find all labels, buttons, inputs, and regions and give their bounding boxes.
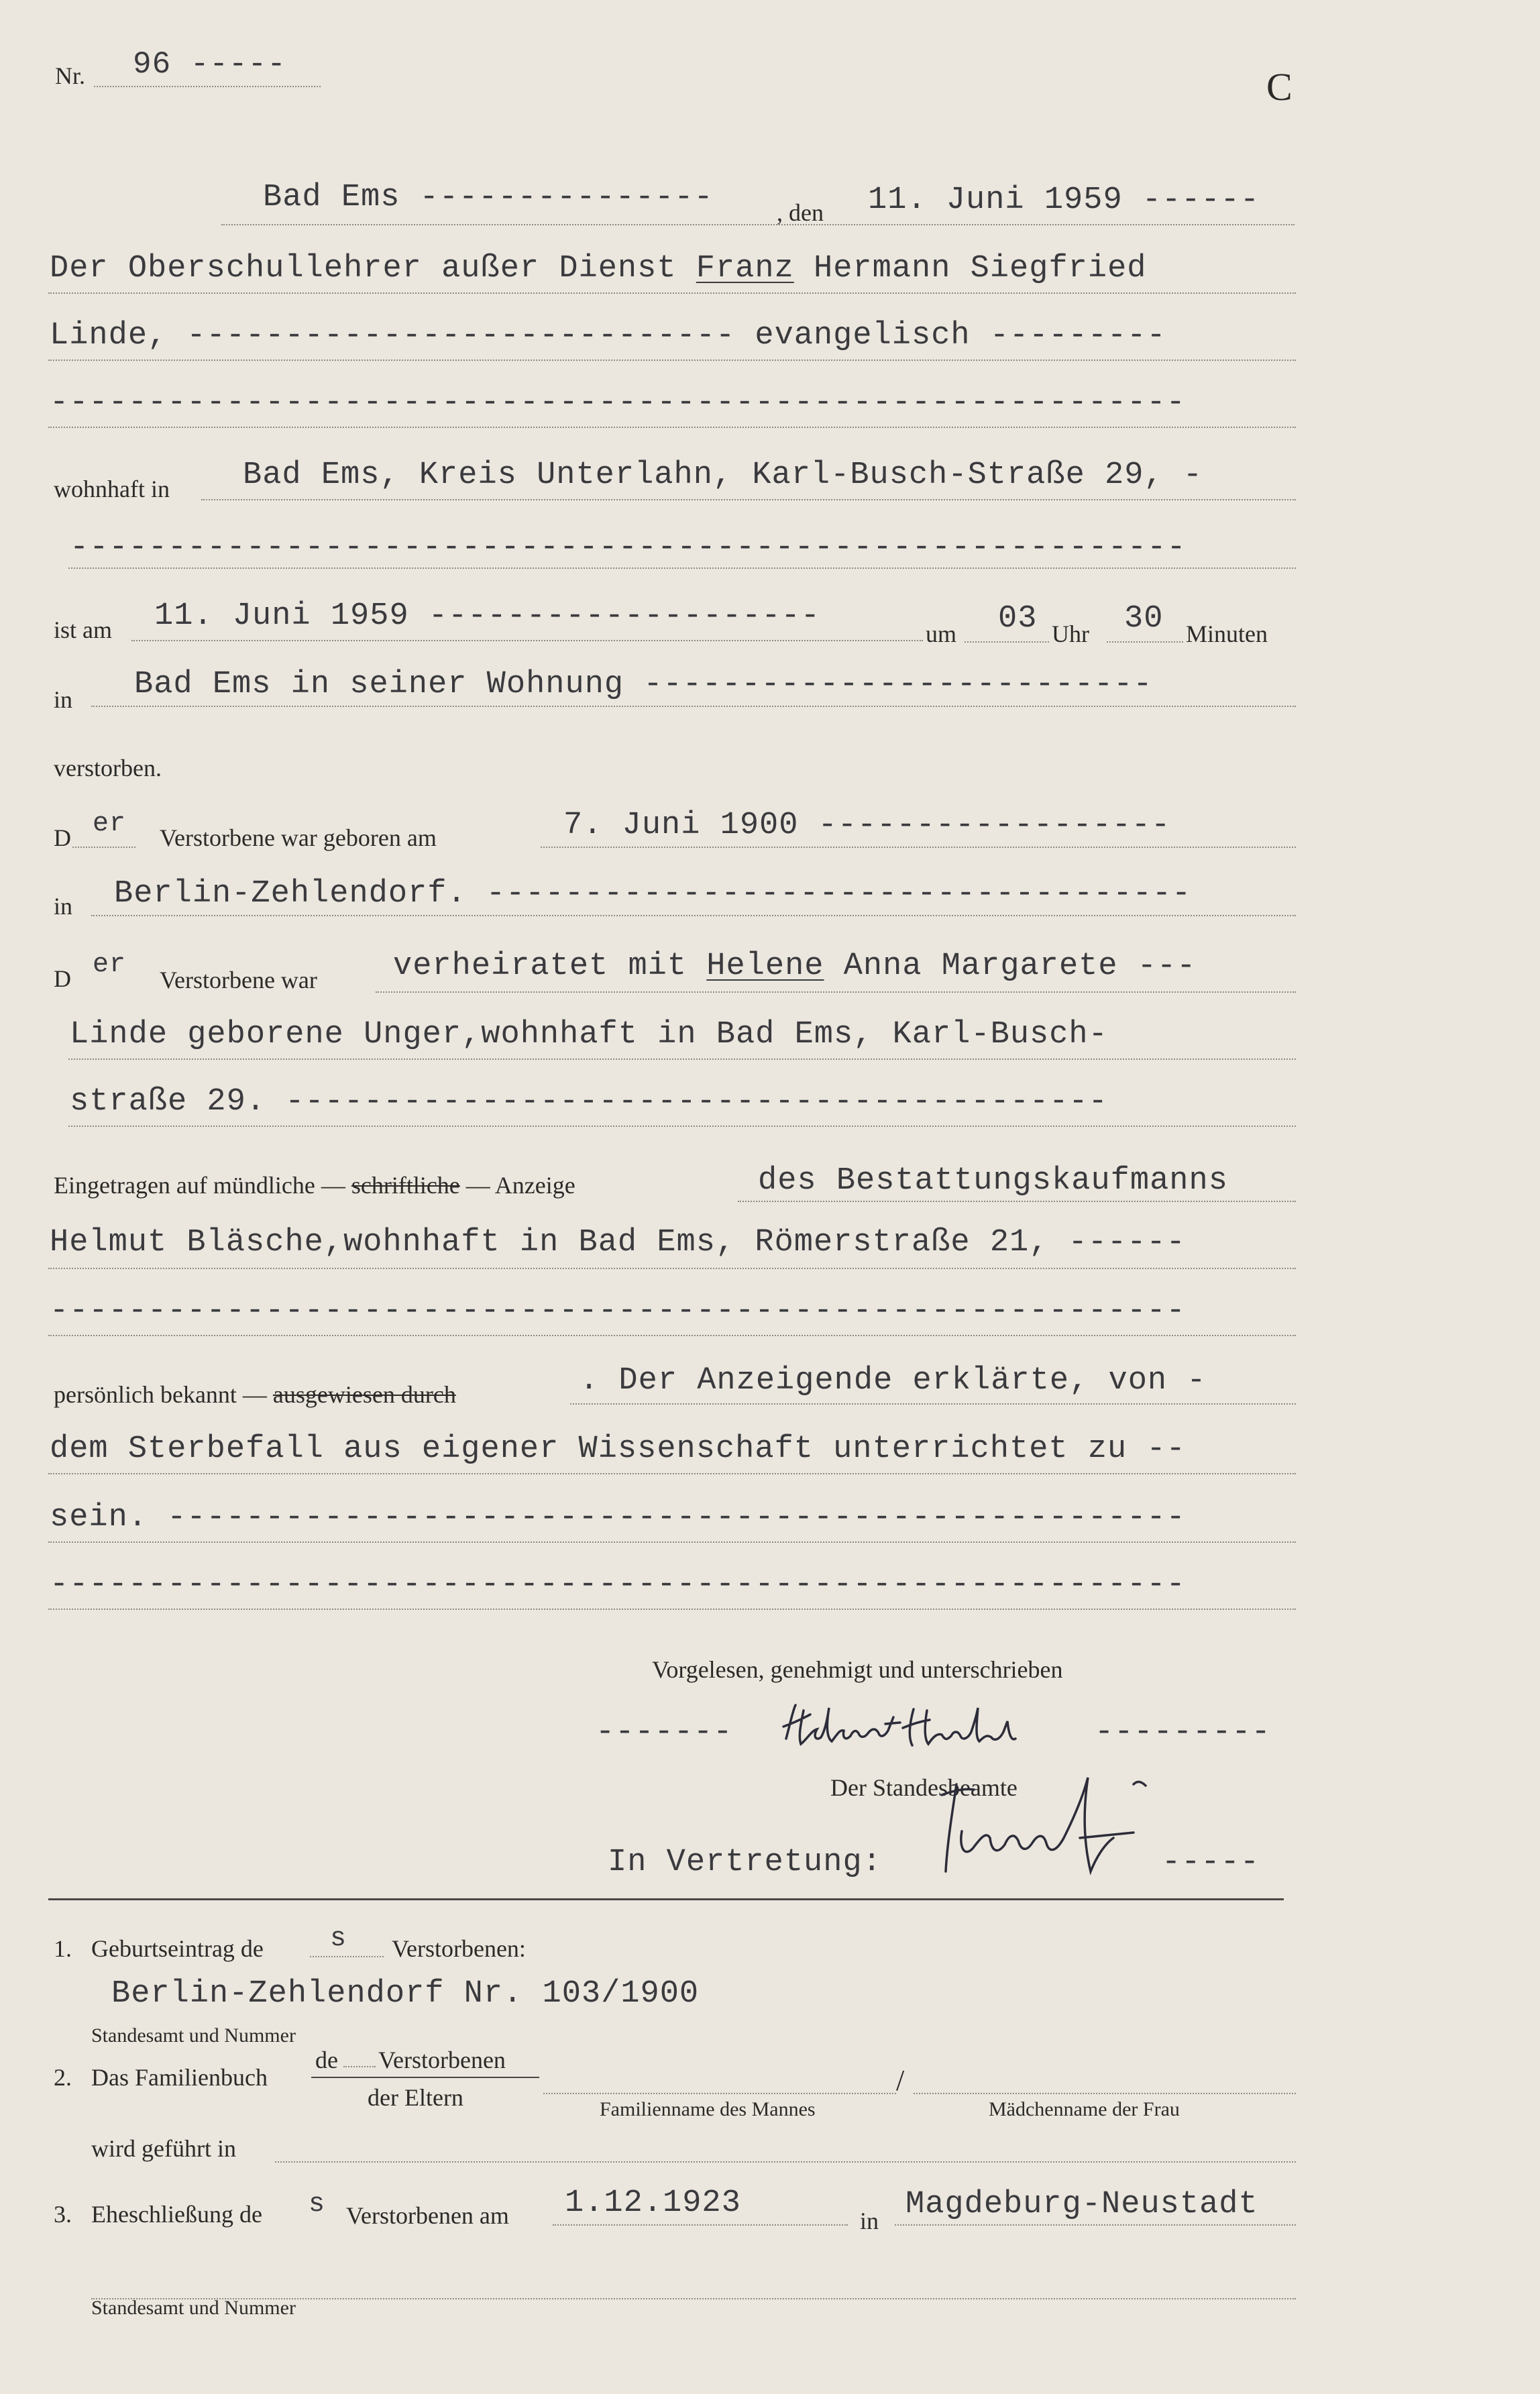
wife-label: Mädchenname der Frau <box>989 2098 1180 2120</box>
hour-dots <box>965 641 1049 643</box>
deceased-line-3-dots <box>48 427 1296 428</box>
marriage-date-dots <box>553 2224 848 2226</box>
d-label-married: D <box>54 965 71 992</box>
verstorbenen-option: Verstorbenen <box>378 2047 506 2073</box>
den-label: , den <box>777 199 824 226</box>
married-er-suffix: er <box>93 950 127 980</box>
marriage-label-b: Verstorbenen am <box>346 2202 509 2229</box>
birth-entry-label-b: Verstorbenen: <box>392 1935 526 1962</box>
identification-dots <box>570 1403 1296 1405</box>
residence-line-2: --------------------------------------------------------- <box>70 530 1187 565</box>
marriage-place-dots <box>895 2224 1296 2226</box>
birth-entry-suffix-dots <box>310 1956 384 1957</box>
marriage-suffix: s <box>309 2189 326 2220</box>
read-approved-label: Vorgelesen, genehmigt und unterschrieben <box>652 1656 1063 1683</box>
registration-line-3-dots <box>48 1335 1296 1336</box>
married-line-2-dots <box>68 1058 1296 1060</box>
birth-place-dots <box>91 915 1296 916</box>
married-line-1-dots <box>376 991 1296 993</box>
family-book-label: Das Familienbuch <box>91 2064 268 2091</box>
kept-in-dots <box>275 2161 1296 2163</box>
death-place-dots <box>91 706 1296 707</box>
eltern-option: der Eltern <box>368 2084 463 2111</box>
registration-dots <box>738 1201 1296 1202</box>
fraction-bar <box>311 2077 539 2078</box>
residence-value: Bad Ems, Kreis Unterlahn, Karl-Busch-Straße 29, - <box>243 457 1203 493</box>
marriage-place: Magdeburg-Neustadt <box>905 2187 1258 2222</box>
deceased-line-1: Der Oberschullehrer außer Dienst Franz Hermann Siegfried <box>50 251 1147 286</box>
birth-entry-label: Geburtseintrag de <box>91 1935 264 1962</box>
deceased-line-2: Linde, ---------------------------- evangelisch --------- <box>50 318 1166 353</box>
de-dots <box>343 2066 376 2067</box>
nr-label: Nr. <box>55 62 85 89</box>
residence-line-2-dots <box>68 567 1296 569</box>
in-label: in <box>54 686 73 713</box>
minute-dots <box>1107 641 1183 643</box>
birth-entry-suffix: s <box>330 1924 347 1954</box>
married-line-1: verheiratet mit Helene Anna Margarete --- <box>393 948 1197 984</box>
nr-dotted-line <box>94 86 321 87</box>
footnote-3-number: 3. <box>54 2201 72 2228</box>
deputy-text: In Vertretung: <box>608 1845 882 1880</box>
death-minutes: 30 <box>1124 601 1164 637</box>
married-line-3: straße 29. ------------------------------------------ <box>70 1084 1108 1120</box>
registration-label: Eingetragen auf mündliche — schriftliche — Anzeige <box>54 1172 575 1199</box>
wife-name-dots <box>914 2093 1296 2094</box>
identification-line-3: sein. ---------------------------------------------------- <box>50 1500 1186 1535</box>
uhr-label: Uhr <box>1052 620 1089 647</box>
birth-place: Berlin-Zehlendorf. ------------------------------------ <box>114 876 1192 912</box>
birth-er-dots <box>72 847 135 848</box>
footnote-1-number: 1. <box>54 1935 72 1962</box>
marriage-label: Eheschließung de <box>91 2201 262 2228</box>
wohnhaft-label: wohnhaft in <box>54 476 170 502</box>
registration-line-2-dots <box>48 1268 1296 1269</box>
birth-date: 7. Juni 1900 ------------------ <box>563 808 1171 843</box>
death-place: Bad Ems in seiner Wohnung -------------------------- <box>134 667 1153 702</box>
birth-text-label: Verstorbene war geboren am <box>160 824 437 851</box>
verstorben-label: verstorben. <box>54 755 162 781</box>
um-label: um <box>926 620 957 647</box>
death-date-dots <box>131 640 923 641</box>
deceased-line-1-dots <box>48 292 1296 294</box>
residence-dots <box>201 499 1296 500</box>
identification-line-4: ---------------------------------------------------------- <box>50 1567 1186 1602</box>
birth-er-suffix: er <box>93 809 127 839</box>
deceased-line-3: ---------------------------------------------------------- <box>50 385 1186 421</box>
identification-line-2: dem Sterbefall aus eigener Wissenschaft unterrichtet zu -- <box>50 1431 1186 1467</box>
identification-label: persönlich bekannt — ausgewiesen durch <box>54 1381 456 1408</box>
married-line-3-dots <box>68 1126 1296 1127</box>
footnote-2-number: 2. <box>54 2064 72 2091</box>
death-date: 11. Juni 1959 -------------------- <box>154 598 820 634</box>
place-date-line <box>221 224 1295 225</box>
married-line-2: Linde geborene Unger,wohnhaft in Bad Ems, Karl-Busch- <box>70 1017 1108 1052</box>
section-divider <box>48 1898 1284 1900</box>
ist-am-label: ist am <box>54 616 112 643</box>
place-value: Bad Ems --------------- <box>263 180 714 215</box>
identification-line-4-dots <box>48 1609 1296 1610</box>
informant-right-dashes: --------- <box>1095 1715 1271 1750</box>
informant-signature <box>778 1697 1046 1757</box>
registration-line-3: ---------------------------------------------------------- <box>50 1293 1186 1329</box>
informant-left-dashes: ------- <box>596 1715 733 1750</box>
husband-name-dots <box>543 2093 896 2094</box>
deceased-line-2-dots <box>48 360 1296 361</box>
marriage-in-label: in <box>860 2208 879 2234</box>
registrar-signature <box>932 1771 1160 1885</box>
registrar-label: Der Standesbeamte <box>830 1774 1018 1801</box>
death-hour: 03 <box>998 601 1038 637</box>
husband-label: Familienname des Mannes <box>600 2098 816 2120</box>
birth-date-dots <box>541 847 1296 848</box>
married-text-label: Verstorbene war <box>160 967 317 993</box>
birth-entry-value: Berlin-Zehlendorf Nr. 103/1900 <box>111 1976 700 2012</box>
de-label: de <box>315 2047 338 2073</box>
identification-line-3-dots <box>48 1541 1296 1543</box>
nr-value: 96 ----- <box>133 47 286 82</box>
office-label-2: Standesamt und Nummer <box>91 2297 296 2319</box>
in-label-birth: in <box>54 893 73 920</box>
identification-line-2-dots <box>48 1473 1296 1474</box>
registration-line-2: Helmut Bläsche,wohnhaft in Bad Ems, Römerstraße 21, ------ <box>50 1225 1186 1260</box>
kept-in-label: wird geführt in <box>91 2135 236 2162</box>
deputy-right-dashes: ----- <box>1162 1845 1260 1880</box>
d-label-birth: D <box>54 824 71 851</box>
form-letter: C <box>1266 65 1292 109</box>
marriage-date: 1.12.1923 <box>565 2185 741 2221</box>
minuten-label: Minuten <box>1186 620 1268 647</box>
registration-value-1: des Bestattungskaufmanns <box>758 1163 1228 1199</box>
date-value: 11. Juni 1959 ------ <box>868 182 1260 218</box>
office-label-1: Standesamt und Nummer <box>91 2024 296 2047</box>
identification-value-1: . Der Anzeigende erklärte, von - <box>580 1363 1207 1399</box>
name-slash: / <box>896 2064 905 2097</box>
